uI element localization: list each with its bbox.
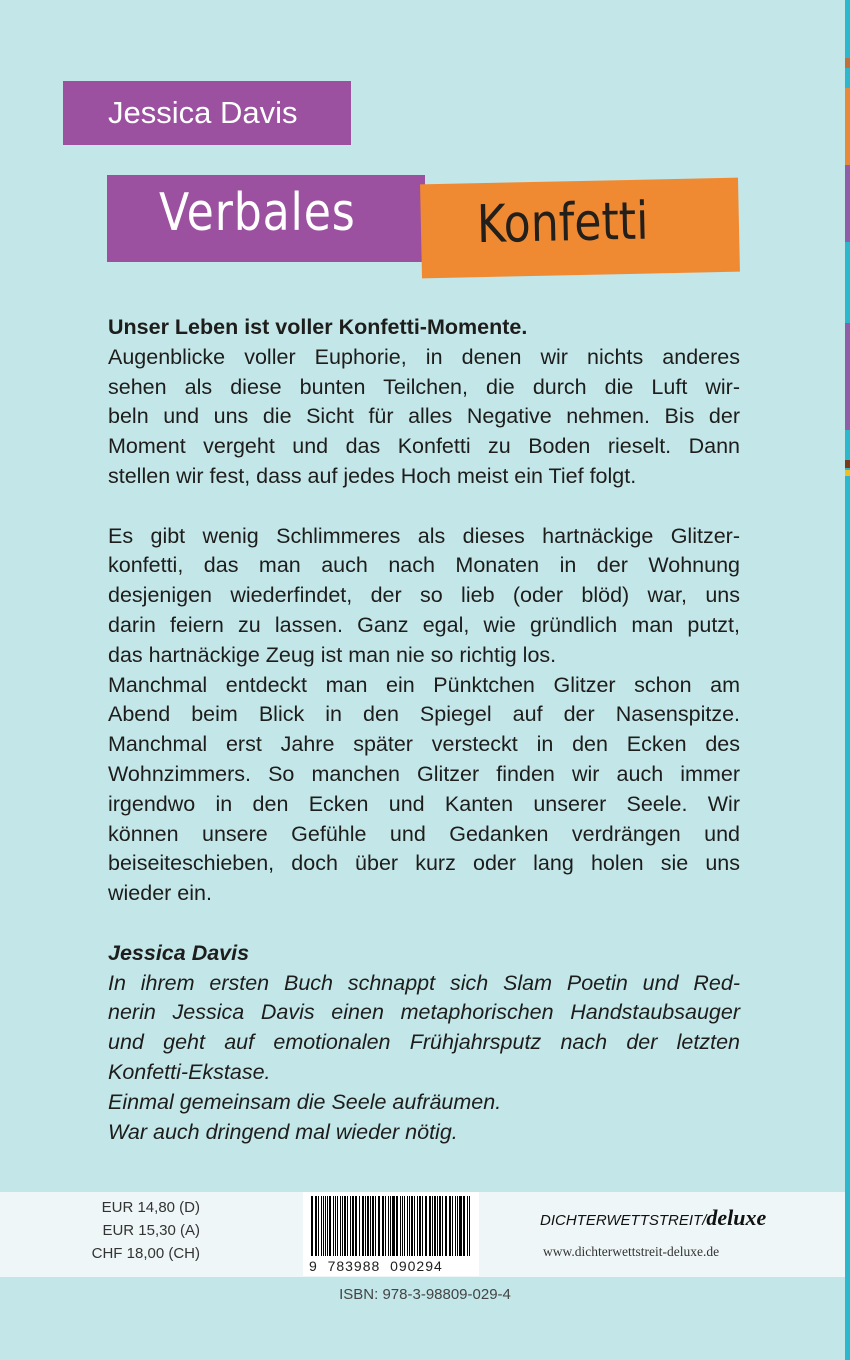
barcode-bar (344, 1196, 346, 1256)
text-line: desjenigen wiederfindet, der so lieb (oder blöd) war, uns (108, 583, 740, 608)
price-at: EUR 15,30 (A) (102, 1222, 200, 1239)
spine-edge (845, 0, 850, 1360)
barcode-bar (445, 1196, 447, 1256)
barcode-bar (325, 1196, 326, 1256)
barcode-bar (434, 1196, 436, 1256)
barcode-bar (337, 1196, 338, 1256)
barcode-bar (372, 1196, 373, 1256)
text-line: Manchmal entdeckt man ein Pünktchen Glitzer schon am (108, 672, 740, 697)
blurb (108, 313, 740, 1147)
barcode-bar (439, 1196, 440, 1256)
barcode-bar (396, 1196, 398, 1256)
barcode-bar (350, 1196, 351, 1256)
title-box-verbales (107, 175, 425, 262)
barcode-bar (407, 1196, 408, 1256)
barcode-bar (417, 1196, 418, 1256)
publisher-url: www.dichterwettstreit-deluxe.de (543, 1244, 720, 1259)
barcode-bar (467, 1196, 468, 1256)
barcode-bar (335, 1196, 336, 1256)
barcode-bar (404, 1196, 405, 1256)
barcode-bar (315, 1196, 317, 1256)
text-line: sehen als diese bunten Teilchen, die durch die Luft wir- (108, 374, 740, 399)
barcode-bar (393, 1196, 395, 1256)
barcode-bar (460, 1196, 462, 1256)
barcode-bar (333, 1196, 334, 1256)
text-line: das hartnäckige Zeug ist man nie so richtig los. (108, 642, 557, 667)
barcode-bar (414, 1196, 415, 1256)
publisher-logo: DICHTERWETTSTREIT/deluxe (540, 1205, 767, 1230)
isbn: ISBN: 978-3-98809-029-4 (339, 1286, 511, 1303)
blurb-paragraph-2 (108, 522, 740, 909)
text-line: stellen wir fest, dass auf jedes Hoch meist ein Tief folgt. (108, 463, 637, 488)
barcode-bar (463, 1196, 465, 1256)
barcode-bar (457, 1196, 458, 1256)
barcode-bar (400, 1196, 401, 1256)
barcode-bar (429, 1196, 431, 1256)
barcode-bar (388, 1196, 389, 1256)
author-name: Jessica Davis (108, 95, 298, 130)
bio-name: Jessica Davis (108, 940, 250, 965)
barcode-bar (402, 1196, 403, 1256)
text-line: In ihrem ersten Buch schnappt sich Slam Poetin und Red- (108, 970, 740, 995)
barcode-bar (327, 1196, 329, 1256)
barcode-bar (390, 1196, 391, 1256)
text-line: Abend beim Blick in den Spiegel auf der Nasenspitze. (108, 702, 740, 727)
text-line: irgendwo in den Ecken und Kanten unserer Seele. Wir (108, 791, 740, 816)
text-line: Augenblicke voller Euphorie, in denen wir nichts anderes (108, 344, 740, 369)
barcode-bars (311, 1196, 471, 1256)
bio-text (108, 969, 740, 1148)
barcode-bar (419, 1196, 421, 1256)
barcode-bar (442, 1196, 443, 1256)
barcode-bar (378, 1196, 380, 1256)
barcode-bar (432, 1196, 433, 1256)
text-line: und geht auf emotionalen Frühjahrsputz nach der letzten (108, 1030, 740, 1055)
barcode-bar (311, 1196, 313, 1256)
text-line: Konfetti-Ekstase. (108, 1059, 271, 1084)
barcode-bar (340, 1196, 341, 1256)
text-line: Manchmal erst Jahre später versteckt in den Ecken des (108, 732, 740, 757)
barcode-bar (385, 1196, 386, 1256)
text-line: nerin Jessica Davis einen metaphorischen Handstaubsauger (108, 1000, 740, 1025)
barcode-bar (347, 1196, 348, 1256)
text-line: darin feiern zu lassen. Ganz egal, wie gründlich man putzt, (108, 612, 740, 637)
text-line: Moment vergeht und das Konfetti zu Boden rieselt. Dann (108, 434, 740, 459)
barcode-bar (321, 1196, 322, 1256)
barcode-bar (365, 1196, 366, 1256)
barcode-bar (392, 1196, 393, 1256)
prices (60, 1196, 200, 1265)
barcode (303, 1192, 479, 1276)
blurb-headline: Unser Leben ist voller Konfetti-Momente. (108, 315, 528, 339)
barcode-bar (437, 1196, 438, 1256)
barcode-bar (323, 1196, 324, 1256)
title-word-2: Konfetti (476, 191, 650, 256)
blurb-paragraph-1 (108, 343, 740, 492)
text-line: War auch dringend mal wieder nötig. (108, 1119, 458, 1144)
barcode-bar (455, 1196, 456, 1256)
barcode-bar (352, 1196, 354, 1256)
text-line: können unsere Gefühle und Gedanken verdrängen und (108, 821, 740, 846)
barcode-bar (422, 1196, 423, 1256)
barcode-bar (425, 1196, 426, 1256)
text-line: beln und uns die Sicht für alles Negative nehmen. Bis der (108, 404, 740, 429)
barcode-bar (359, 1196, 360, 1256)
price-ch: CHF 18,00 (CH) (91, 1245, 200, 1262)
barcode-bar (355, 1196, 356, 1256)
title-word-1: Verbales (159, 183, 356, 243)
barcode-bar (342, 1196, 343, 1256)
barcode-bar (367, 1196, 369, 1256)
text-line: Wohnzimmers. So manchen Glitzer finden wir auch immer (108, 761, 740, 786)
barcode-bar (469, 1196, 470, 1256)
title-box-konfetti (420, 178, 740, 279)
barcode-bar (329, 1196, 331, 1256)
barcode-bar (375, 1196, 376, 1256)
author-label (63, 81, 351, 145)
barcode-bar (452, 1196, 453, 1256)
text-line: wieder ein. (108, 881, 212, 906)
barcode-bar (409, 1196, 410, 1256)
price-de: EUR 14,80 (D) (101, 1199, 200, 1216)
barcode-bar (318, 1196, 319, 1256)
barcode-bar (382, 1196, 384, 1256)
barcode-bar (362, 1196, 364, 1256)
barcode-number: 9 783988 090294 (309, 1258, 443, 1274)
barcode-bar (370, 1196, 371, 1256)
text-line: Einmal gemeinsam die Seele aufräumen. (108, 1089, 502, 1114)
text-line: konfetti, das man auch nach Monaten in der Wohnung (108, 553, 740, 578)
barcode-bar (449, 1196, 451, 1256)
text-line: beiseiteschieben, doch über kurz oder lang holen sie uns (108, 851, 740, 876)
text-line: Es gibt wenig Schlimmeres als dieses hartnäckige Glitzer- (108, 523, 740, 548)
barcode-bar (411, 1196, 413, 1256)
barcode-bar (459, 1196, 460, 1256)
